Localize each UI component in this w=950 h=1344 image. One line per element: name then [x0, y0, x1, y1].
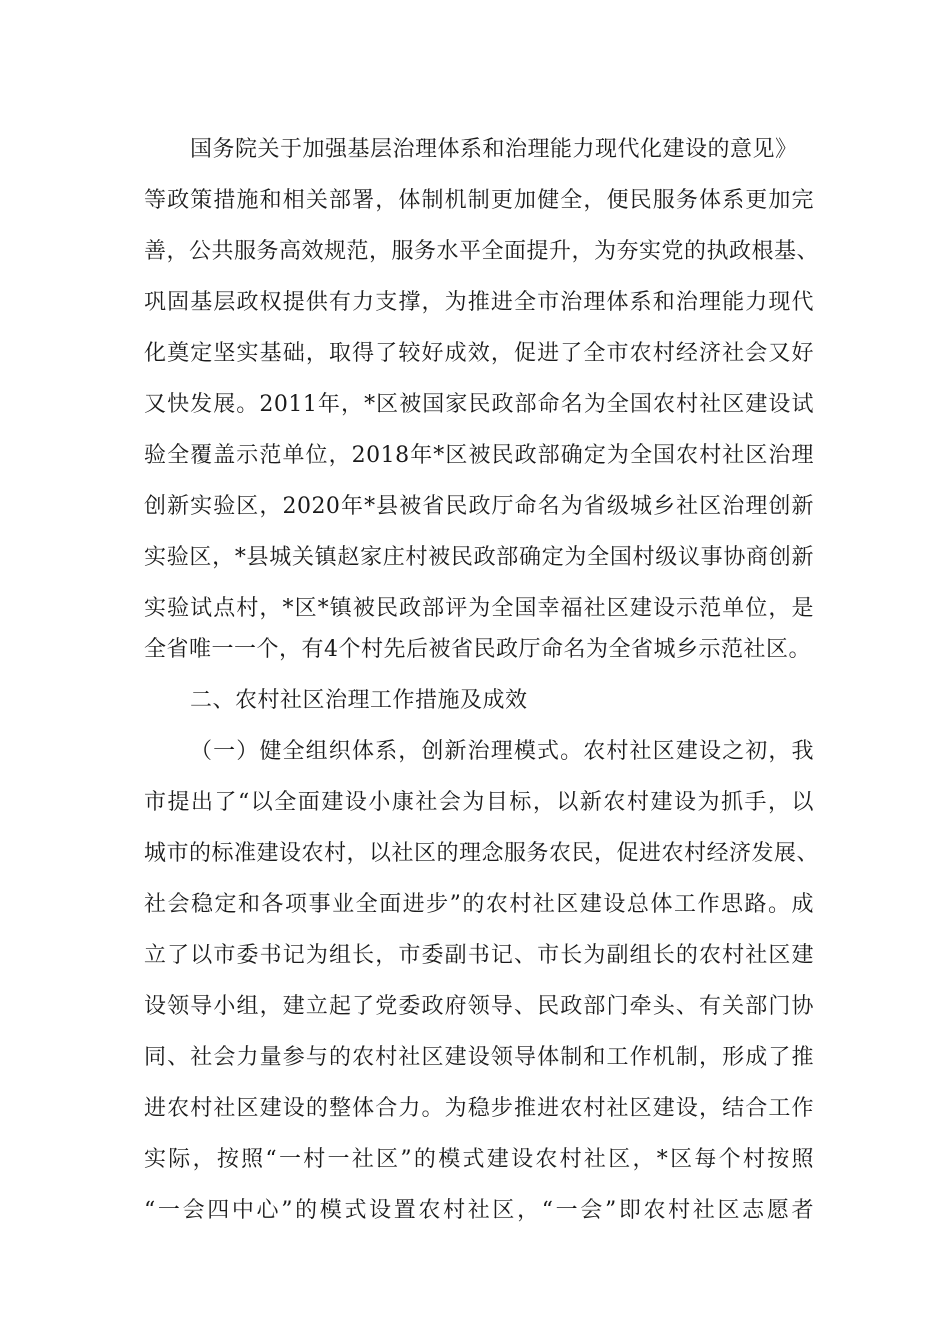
text-line: 又快发展。2011年，*区被国家民政部命名为全国农村社区建设试: [144, 392, 814, 417]
text-line: 立了以市委书记为组长，市委副书记、市长为副组长的农村社区建: [144, 943, 814, 968]
section-heading: 二、农村社区治理工作措施及成效: [190, 688, 528, 713]
text-line: 全省唯一一个，有4个村先后被省民政厅命名为全省城乡示范社区。: [144, 637, 811, 662]
text-line: 设领导小组，建立起了党委政府领导、民政部门牵头、有关部门协: [144, 994, 814, 1019]
text-line: 国务院关于加强基层治理体系和治理能力现代化建设的意见》: [190, 137, 798, 162]
text-line: 验全覆盖示范单位，2018年*区被民政部确定为全国农村社区治理: [144, 443, 814, 468]
text-line: 巩固基层政权提供有力支撑，为推进全市治理体系和治理能力现代: [144, 290, 814, 315]
text-line: 实验区，*县城关镇赵家庄村被民政部确定为全国村级议事协商创新: [144, 545, 814, 570]
text-line: “一会四中心”的模式设置农村社区，“一会”即农村社区志愿者: [144, 1198, 814, 1223]
text-line: 善，公共服务高效规范，服务水平全面提升，为夯实党的执政根基、: [144, 239, 820, 264]
text-line: 等政策措施和相关部署，体制机制更加健全，便民服务体系更加完: [144, 188, 814, 213]
text-line: 实际，按照“一村一社区”的模式建设农村社区，*区每个村按照: [144, 1147, 814, 1172]
text-line: 创新实验区，2020年*县被省民政厅命名为省级城乡社区治理创新: [144, 494, 814, 519]
text-line: 社会稳定和各项事业全面进步”的农村社区建设总体工作思路。成: [144, 892, 814, 917]
text-line: 同、社会力量参与的农村社区建设领导体制和工作机制，形成了推: [144, 1045, 814, 1070]
text-line: 城市的标准建设农村，以社区的理念服务农民，促进农村经济发展、: [144, 841, 820, 866]
text-line: （一）健全组织体系，创新治理模式。农村社区建设之初，我: [190, 739, 814, 764]
text-line: 化奠定坚实基础，取得了较好成效，促进了全市农村经济社会又好: [144, 341, 814, 366]
text-line: 进农村社区建设的整体合力。为稳步推进农村社区建设，结合工作: [144, 1096, 814, 1121]
text-line: 市提出了“以全面建设小康社会为目标，以新农村建设为抓手，以: [144, 790, 814, 815]
text-line: 实验试点村，*区*镇被民政部评为全国幸福社区建设示范单位，是: [144, 596, 814, 621]
